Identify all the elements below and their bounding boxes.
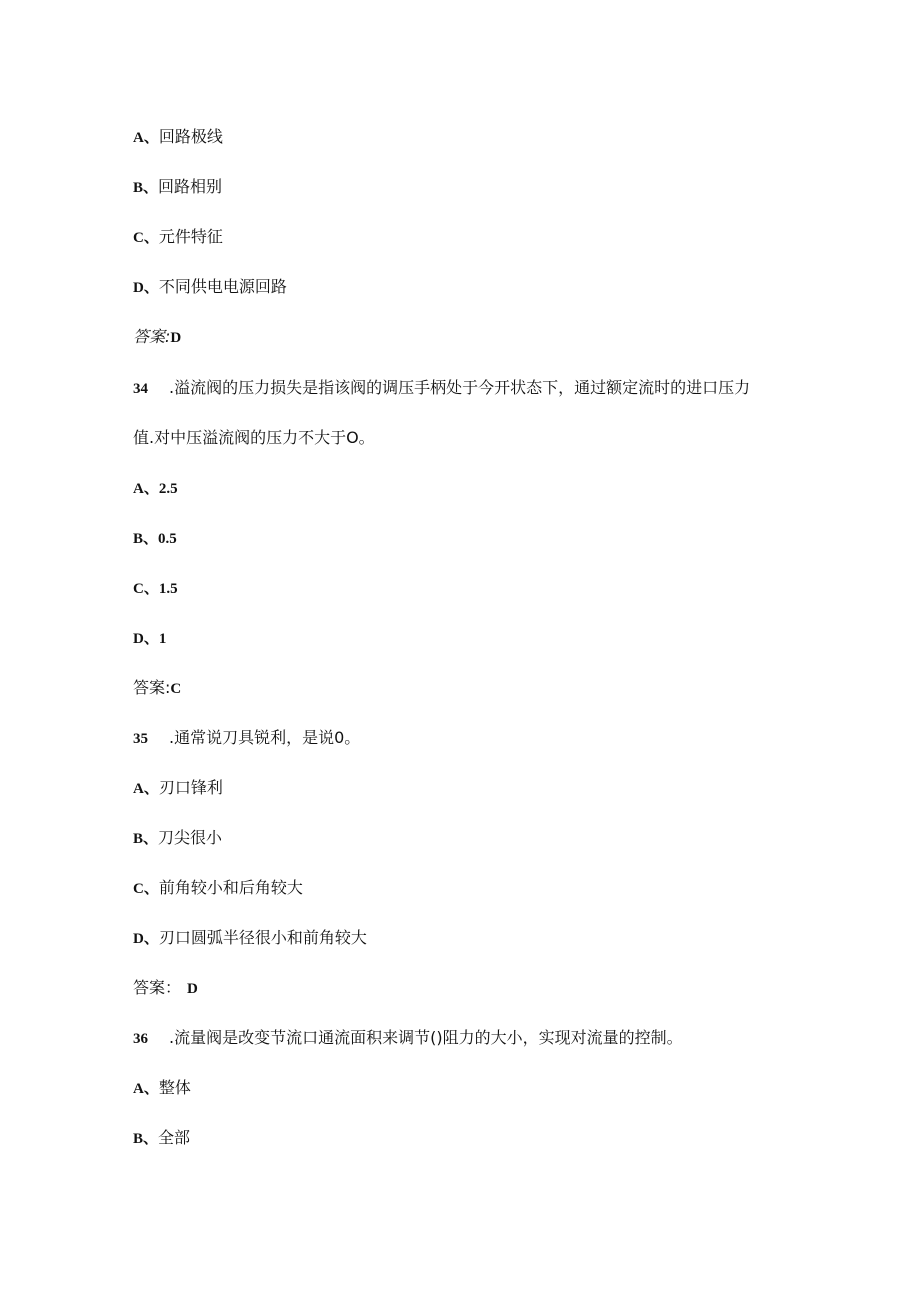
option-key: C、 [133, 581, 159, 597]
option-text: 回路极线 [158, 127, 223, 146]
option-text: 前角较小和后角较大 [158, 878, 303, 897]
option-key: A、 [133, 481, 159, 497]
q36-option-a [133, 1078, 191, 1099]
answer-label: 答案: [133, 678, 171, 697]
question-text: .通常说刀具锐利，是说0。 [169, 728, 361, 747]
option-key: C、 [133, 230, 159, 246]
q33-answer [133, 327, 181, 348]
q33-option-d [133, 277, 287, 298]
q36-option-b [133, 1128, 190, 1149]
answer-value: D [170, 330, 182, 346]
q34-option-b [133, 528, 177, 549]
answer-value: D [187, 981, 198, 997]
q34-option-d [133, 628, 166, 649]
q34-answer [133, 678, 181, 699]
q34-stem-line2 [133, 428, 375, 448]
q35-option-b [133, 828, 222, 849]
option-key: B、 [133, 531, 159, 547]
option-text: 1.5 [158, 581, 178, 597]
q35-option-c [133, 878, 303, 899]
option-text: 0.5 [158, 531, 177, 547]
option-text: 元件特征 [158, 227, 223, 246]
question-text: .溢流阀的压力损失是指该阀的调压手柄处于今开状态下，通过额定流时的进口压力 [169, 378, 751, 397]
option-text: 全部 [158, 1128, 191, 1147]
option-key: C、 [133, 881, 159, 897]
q33-option-a [133, 127, 223, 148]
option-key: A、 [133, 1081, 159, 1097]
question-text: .流量阀是改变节流口通流面积来调节()阻力的大小，实现对流量的控制。 [169, 1028, 683, 1047]
option-key: D、 [133, 280, 159, 296]
option-key: D、 [133, 931, 159, 947]
question-text: 值.对中压溢流阀的压力不大于O。 [133, 428, 375, 447]
option-text: 刀尖很小 [158, 828, 223, 847]
option-key: D、 [133, 631, 159, 647]
q35-stem-line1 [133, 728, 360, 749]
q34-stem-line1 [133, 378, 750, 399]
option-text: 回路相别 [158, 177, 223, 196]
q34-option-c [133, 578, 178, 599]
answer-label: 答案： [133, 978, 182, 997]
q33-option-c [133, 227, 223, 248]
option-key: B、 [133, 180, 159, 196]
option-text: 2.5 [158, 481, 178, 497]
q35-option-a [133, 778, 223, 799]
option-text: 刃口圆弧半径很小和前角较大 [158, 928, 367, 947]
q33-option-b [133, 177, 222, 198]
option-text: 1 [158, 631, 167, 647]
q36-stem-line1 [133, 1028, 683, 1049]
question-number: 34 [133, 381, 148, 397]
question-number: 35 [133, 731, 148, 747]
option-key: A、 [133, 130, 159, 146]
answer-value: C [170, 681, 182, 697]
option-key: A、 [133, 781, 159, 797]
option-key: B、 [133, 831, 159, 847]
option-text: 不同供电电源回路 [158, 277, 287, 296]
q35-option-d [133, 928, 367, 949]
q35-answer [133, 978, 198, 999]
q34-option-a [133, 478, 178, 499]
option-key: B、 [133, 1131, 159, 1147]
question-number: 36 [133, 1031, 148, 1047]
option-text: 刃口锋利 [158, 778, 223, 797]
option-text: 整体 [158, 1078, 191, 1097]
answer-label: 答案: [133, 327, 171, 346]
